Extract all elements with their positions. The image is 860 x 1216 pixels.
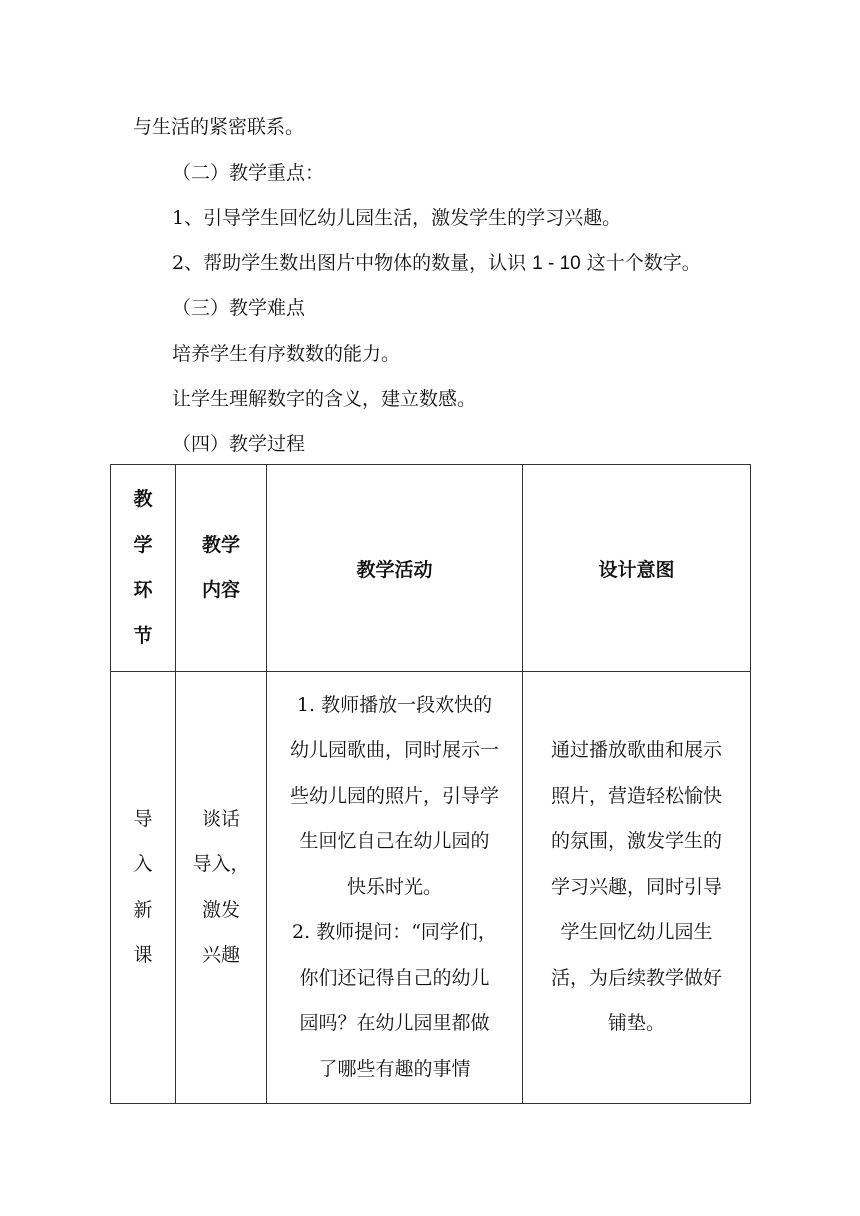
table-header-row	[111, 465, 751, 672]
cell-content: 谈话 导入， 激发 兴趣	[176, 672, 267, 1104]
table-row	[111, 672, 751, 1104]
difficulty-2: 让学生理解数字的含义，建立数感。	[172, 388, 477, 410]
key-point-1: 1、引导学生回忆幼儿园生活，激发学生的学习兴趣。	[172, 207, 622, 229]
header-teaching-stage: 教 学 环 节	[111, 465, 176, 672]
teaching-process-table	[110, 464, 751, 1104]
header-teaching-content: 教学 内容	[176, 465, 267, 672]
key-point-2: 2、帮助学生数出图片中物体的数量，认识 1 - 10 这十个数字。	[172, 252, 701, 274]
header-teaching-activity: 教学活动	[267, 465, 523, 672]
section-heading-difficulties: （三）教学难点	[172, 297, 306, 319]
section-heading-process: （四）教学过程	[172, 433, 306, 455]
header-design-intent: 设计意图	[523, 465, 751, 672]
cell-stage: 导 入 新 课	[111, 672, 176, 1104]
paragraph-continuation: 与生活的紧密联系。	[133, 116, 305, 138]
cell-intent: 通过播放歌曲和展示 照片，营造轻松愉快 的氛围，激发学生的 学习兴趣，同时引导 学生回忆幼儿园生 活，为后续教学做好 铺垫。	[523, 672, 751, 1104]
cell-activity: 1. 教师播放一段欢快的 幼儿园歌曲，同时展示一 些幼儿园的照片，引导学 生回忆自己在幼儿园的 快乐时光。 2. 教师提问：“同学们， 你们还记得自己的幼儿 园吗？在幼儿园里都做 了哪些有趣的事情	[267, 672, 523, 1104]
section-heading-key-points: （二）教学重点：	[172, 162, 325, 184]
difficulty-1: 培养学生有序数数的能力。	[172, 343, 401, 365]
